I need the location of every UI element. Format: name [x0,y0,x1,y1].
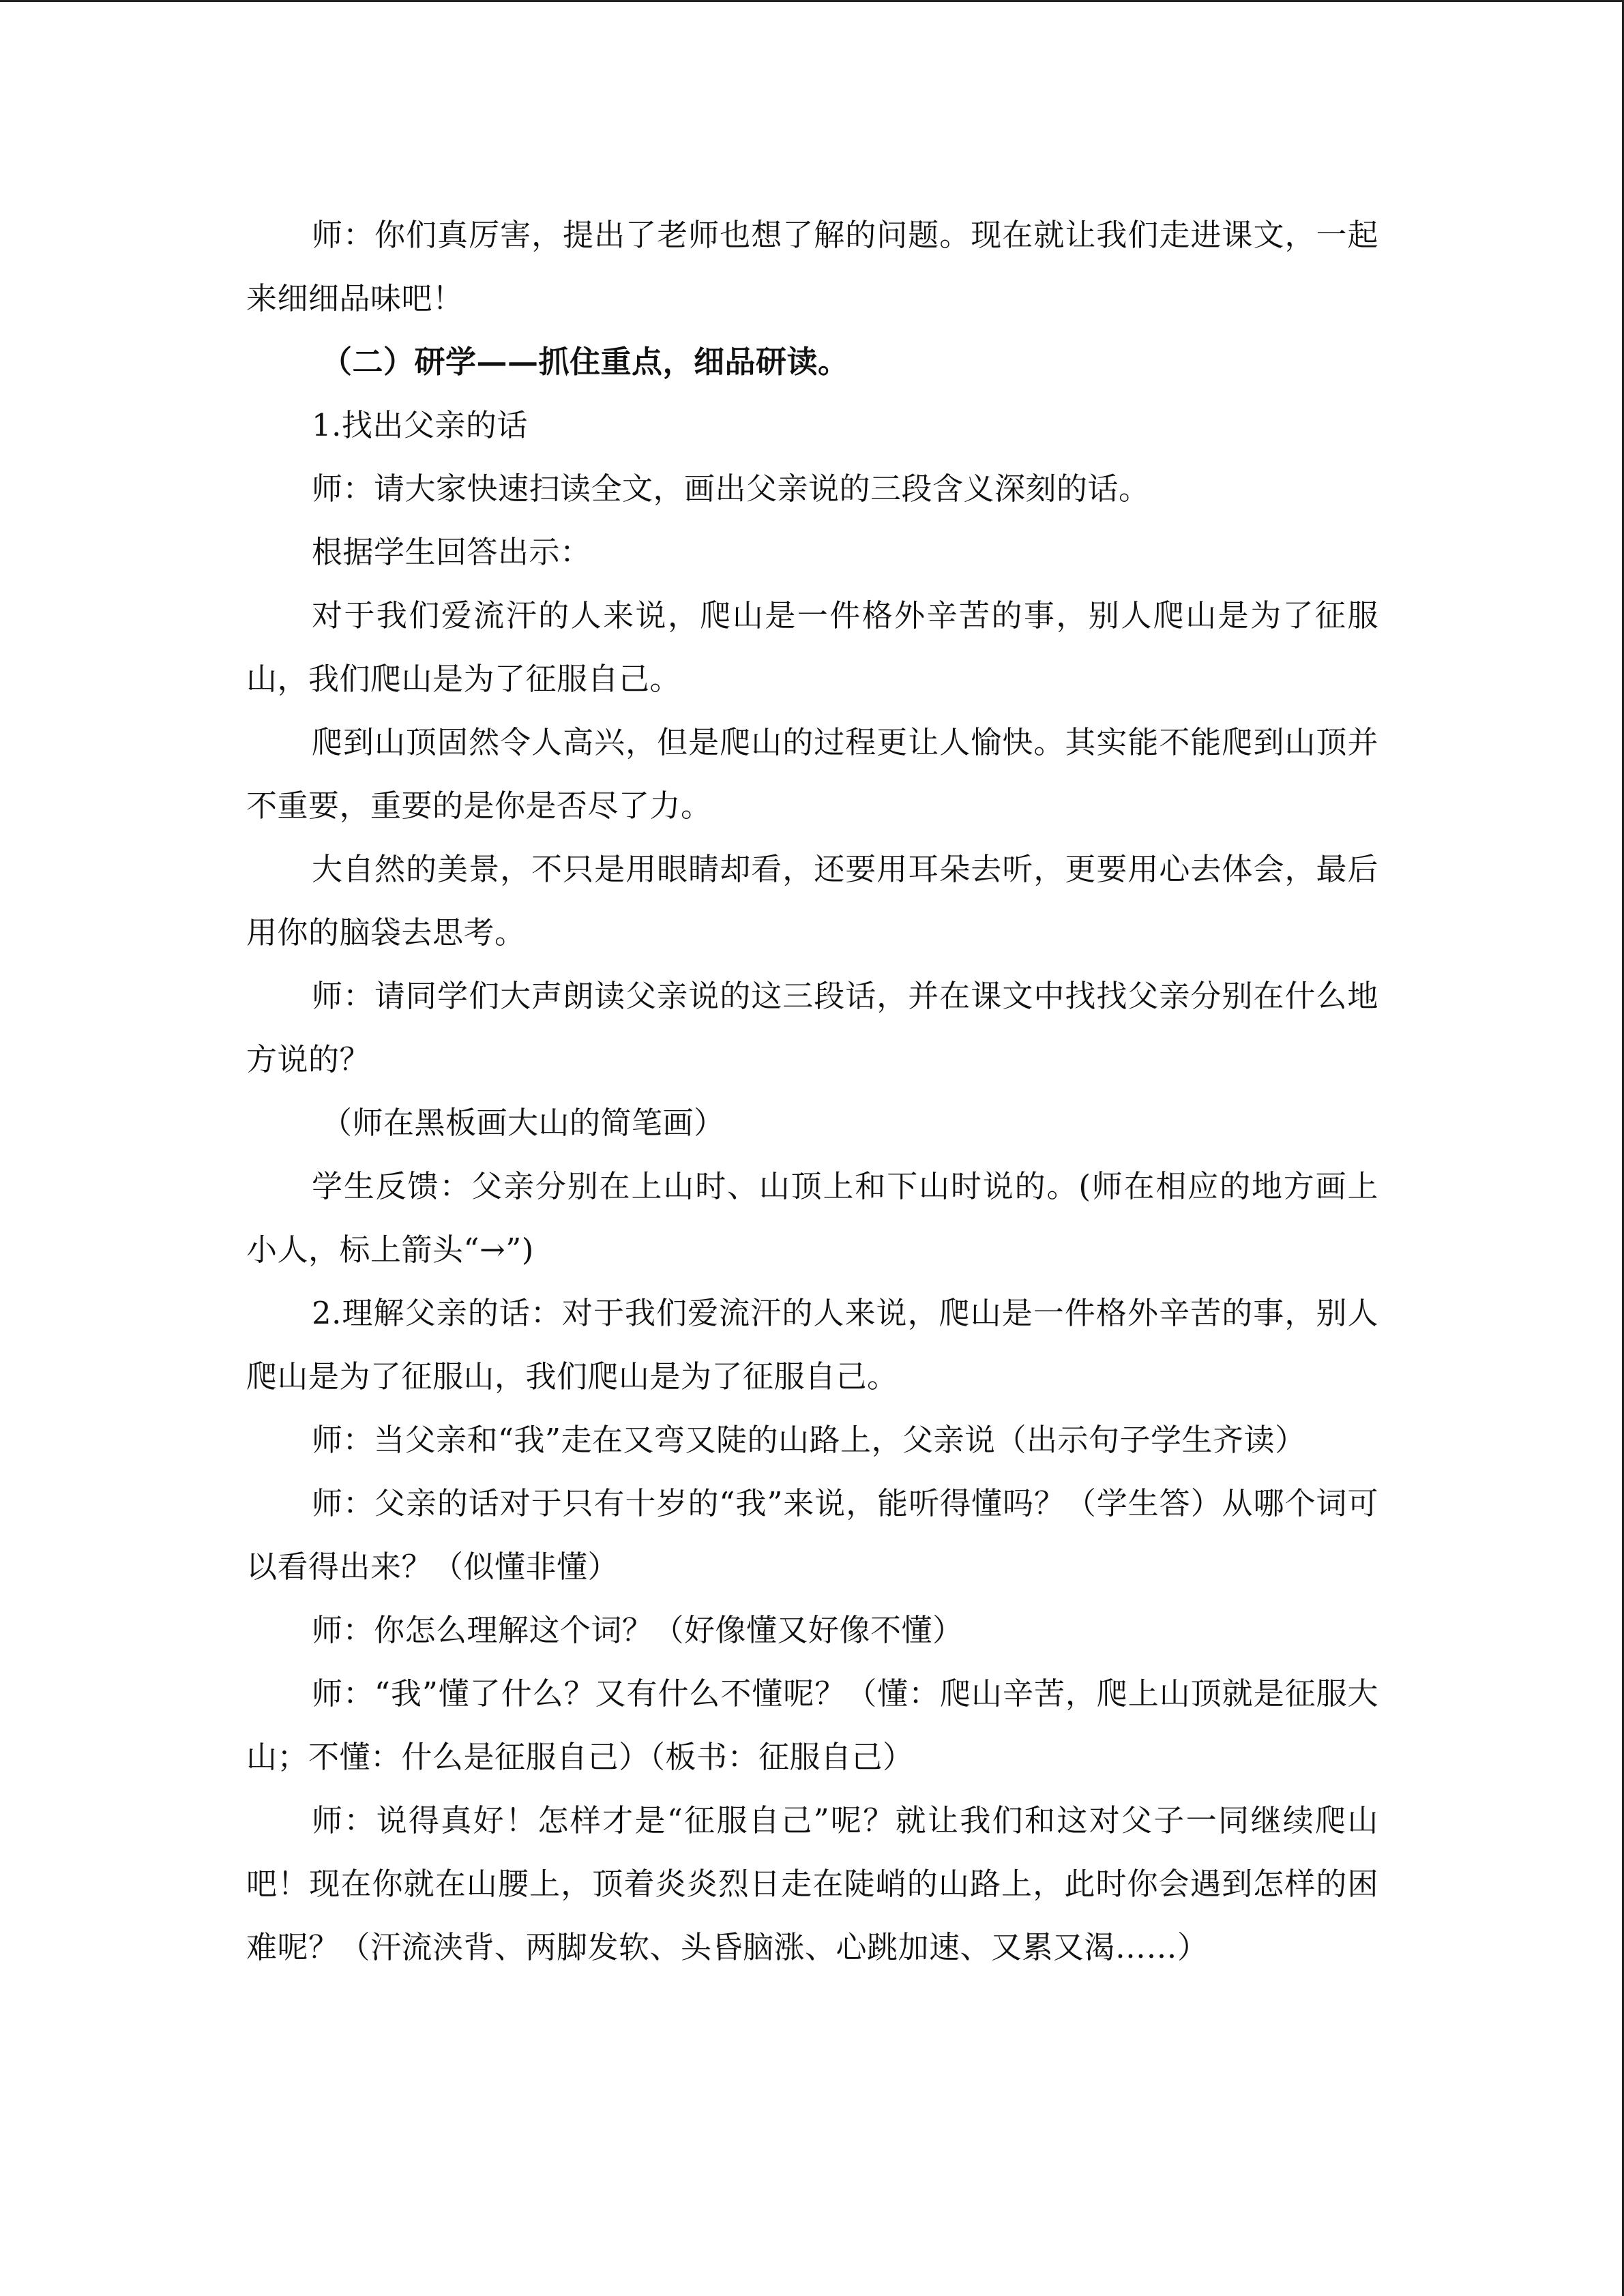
paragraph-teacher-mountain-road: 师：当父亲和“我”走在又弯又陡的山路上，父亲说（出示句子学生齐读） [312,1422,1306,1458]
paragraph-teacher-instruction: 师：请大家快速扫读全文，画出父亲说的三段含义深刻的话。 [312,471,1150,507]
quote-father-2: 爬到山顶固然令人高兴，但是爬山的过程更让人愉快。其实能不能爬到山顶并不重要，重要的是你是否尽了力。 [246,724,1378,824]
paragraph-teacher-praise: 师：你们真厉害，提出了老师也想了解的问题。现在就让我们走进课文，一起来细细品味吧！ [246,217,1378,316]
paragraph-teacher-read-aloud: 师：请同学们大声朗读父亲说的这三段话，并在课文中找找父亲分别在什么地方说的？ [246,978,1378,1077]
step-heading-understand-father-words: 2.理解父亲的话：对于我们爱流汗的人来说，爬山是一件格外辛苦的事，别人爬山是为了征服山，我们爬山是为了征服自己。 [246,1295,1378,1395]
step-heading-find-father-words: 1.找出父亲的话 [312,407,528,443]
paragraph-teacher-what-understood: 师：“我”懂了什么？又有什么不懂呢？（懂：爬山辛苦，爬上山顶就是征服大山；不懂：什么是征服自己）（板书：征服自己） [246,1675,1378,1775]
paragraph-student-feedback: 学生反馈：父亲分别在上山时、山顶上和下山时说的。(师在相应的地方画上小人，标上箭头“→”) [246,1168,1378,1268]
page-border-top [0,0,1624,2]
quote-father-3: 大自然的美景，不只是用眼睛却看，还要用耳朵去听，更要用心去体会，最后用你的脑袋去思考。 [246,851,1378,951]
section-heading-research: （二）研学——抓住重点，细品研读。 [321,344,849,380]
paragraph-teacher-question-understand: 师：父亲的话对于只有十岁的“我”来说，能听得懂吗？（学生答）从哪个词可以看得出来？（似懂非懂） [246,1485,1378,1585]
quote-father-1: 对于我们爱流汗的人来说，爬山是一件格外辛苦的事，别人爬山是为了征服山，我们爬山是为了征服自己。 [246,597,1378,697]
paragraph-teacher-conquer-self: 师：说得真好！怎样才是“征服自己”呢？就让我们和这对父子一同继续爬山吧！现在你就在山腰上，顶着炎炎烈日走在陡峭的山路上，此时你会遇到怎样的困难呢？（汗流浃背、两脚发软、头昏脑涨、心跳加速、又累又渴……） [246,1802,1378,1965]
stage-note-blackboard: （师在黑板画大山的简笔画） [321,1105,725,1141]
paragraph-teacher-word-meaning: 师：你怎么理解这个词？（好像懂又好像不懂） [312,1612,964,1648]
paragraph-show-answers: 根据学生回答出示： [312,534,591,570]
document-body [246,203,1378,1979]
